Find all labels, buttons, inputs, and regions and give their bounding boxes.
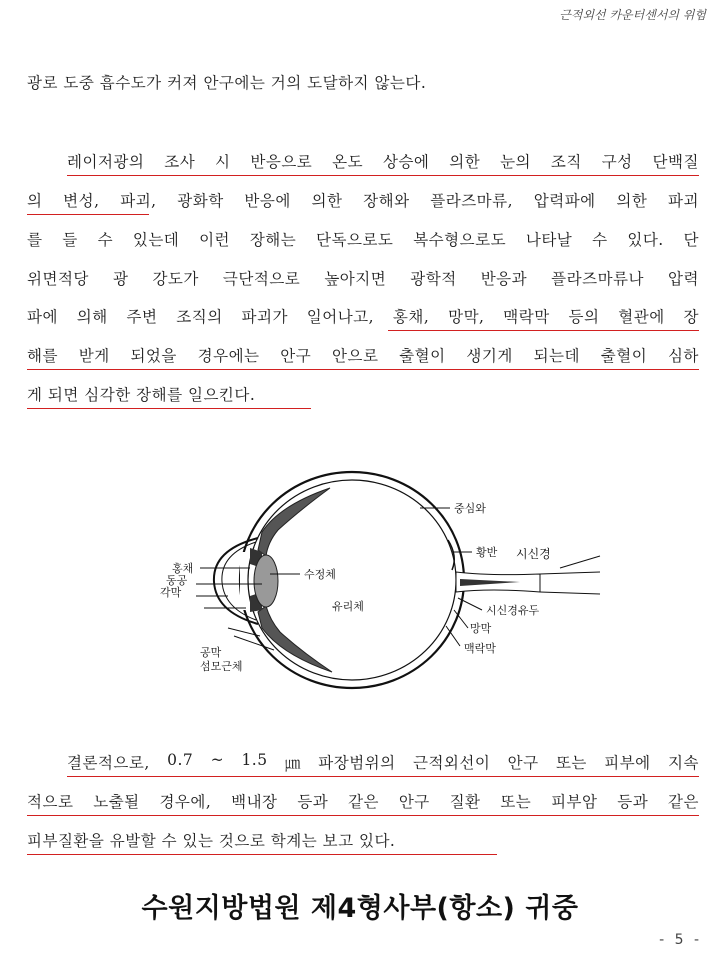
word: 등과 — [297, 793, 329, 811]
word: 장해는 — [249, 231, 297, 249]
word: 반응에 — [244, 192, 291, 210]
word: 생기게 — [466, 347, 513, 365]
label-lens: 수정체 — [304, 568, 336, 581]
label-pupil: 동공 — [166, 574, 188, 587]
word: 반응으로 — [250, 153, 313, 171]
highlight-underline — [27, 854, 497, 855]
word: 또는 — [555, 754, 587, 772]
page-header: 근적외선 카운터센서의 위험 — [559, 8, 706, 22]
highlight-underline — [27, 369, 699, 370]
word: 의한 — [311, 192, 343, 210]
word: 받게 — [78, 347, 110, 365]
word: ~ — [210, 751, 225, 769]
word: 수 — [592, 231, 608, 249]
word: 출혈이 — [600, 347, 648, 365]
word: 장해와 — [363, 192, 410, 210]
paragraph2-line — [27, 189, 699, 211]
word: 조직 — [550, 153, 582, 171]
word: 플라즈마류나 — [551, 270, 644, 288]
word: 해를 — [27, 347, 58, 365]
page-number: - 5 - — [659, 932, 702, 948]
word: 상승에 — [382, 153, 430, 171]
word: 질환 — [449, 793, 481, 811]
word: 적으로 — [27, 793, 74, 811]
word: 근적외선이 — [412, 754, 491, 772]
word: 지속 — [667, 754, 699, 772]
word: 구성 — [601, 153, 633, 171]
highlight-underline — [67, 175, 699, 176]
optic-nerve-line — [540, 572, 600, 574]
word: 같은 — [348, 793, 380, 811]
paragraph2-line — [67, 150, 699, 172]
word: 높아지면 — [324, 270, 387, 288]
word: 레이저광의 — [67, 153, 145, 171]
eye-diagram — [0, 460, 720, 700]
word: 파괴, — [120, 192, 157, 210]
word: 압력 — [668, 270, 699, 288]
word: 광 — [112, 270, 129, 288]
word: 일어나고, — [306, 308, 375, 326]
word: 파괴가 — [241, 308, 288, 326]
paragraph3-line — [67, 751, 699, 773]
word: 극단적으로 — [222, 270, 301, 288]
word: 피부암 — [551, 793, 598, 811]
lens — [254, 555, 278, 607]
word: 이런 — [199, 231, 231, 249]
word: 1.5 — [241, 751, 268, 769]
highlight-underline — [388, 330, 699, 331]
highlight-underline — [27, 815, 699, 816]
label-sclera: 공막 — [200, 646, 222, 659]
word: 0.7 — [167, 751, 194, 769]
highlight-underline — [67, 776, 699, 777]
line-text: 피부질환을 유발할 수 있는 것으로 학계는 보고 있다. — [27, 832, 396, 850]
word: 있다. — [627, 231, 664, 249]
ciliary-upper — [258, 488, 330, 556]
word: 있는데 — [132, 231, 180, 249]
word: 위면적당 — [27, 270, 89, 288]
label-macula: 황반 — [476, 546, 498, 559]
word: 장 — [683, 308, 699, 326]
word: 망막, — [448, 308, 485, 326]
word: 되었을 — [130, 347, 177, 365]
word: 결론적으로, — [67, 754, 150, 772]
word: 파장범위의 — [318, 754, 396, 772]
word: 플라즈마류, — [430, 192, 514, 210]
word: 피부에 — [604, 754, 651, 772]
word: 의한 — [449, 153, 481, 171]
word: 안으로 — [332, 347, 379, 365]
highlight-underline — [27, 408, 311, 409]
word: 경우에, — [159, 793, 212, 811]
label-choroid: 맥락막 — [464, 642, 496, 655]
word: 혈관에 — [618, 308, 665, 326]
word: 주변 — [126, 308, 158, 326]
line-text: 게 되면 심각한 장해를 일으킨다. — [27, 386, 256, 404]
word: 단백질 — [652, 153, 699, 171]
highlight-underline — [27, 214, 149, 215]
word: 온도 — [332, 153, 364, 171]
word: 되는데 — [533, 347, 580, 365]
word: ㎛ — [284, 754, 301, 772]
word: 조사 — [164, 153, 196, 171]
word: 홍채, — [392, 308, 430, 326]
retina-inner — [248, 480, 456, 680]
word: 압력파에 — [533, 192, 596, 210]
word: 단 — [683, 231, 699, 249]
word: 를 — [27, 231, 43, 249]
word: 변성, — [63, 192, 100, 210]
word: 또는 — [500, 793, 532, 811]
word: 단독으로도 — [316, 231, 394, 249]
word: 파괴 — [667, 192, 699, 210]
label-retina: 망막 — [470, 622, 492, 635]
court-addressee: 수원지방법원 제4형사부(항소) 귀중 — [141, 893, 579, 924]
label-optic-disc: 시신경유두 — [486, 604, 540, 617]
word: 반응과 — [480, 270, 528, 288]
word: 의 — [27, 192, 43, 210]
word: 복수형으로도 — [413, 231, 507, 249]
label-cornea: 각막 — [160, 586, 182, 599]
word: 수 — [97, 231, 114, 249]
optic-nerve-line — [540, 592, 600, 594]
paragraph2-line — [27, 383, 699, 405]
word: 나타날 — [525, 231, 573, 249]
paragraph3-line — [27, 790, 699, 812]
word: 백내장 — [231, 793, 278, 811]
word: 들 — [62, 231, 78, 249]
word: 조직의 — [176, 308, 223, 326]
label-ciliary-body: 섬모근체 — [200, 660, 243, 673]
paragraph2-line — [27, 305, 699, 327]
label-optic-nerve: 시신경 — [516, 547, 551, 561]
word: 눈의 — [500, 153, 532, 171]
cornea-cutout — [240, 552, 246, 610]
word: 안구 — [507, 754, 539, 772]
word: 광화학 — [177, 192, 224, 210]
word: 맥락막 — [503, 308, 550, 326]
word: 의해 — [76, 308, 108, 326]
paragraph2-line — [27, 228, 699, 250]
word: 경우에는 — [197, 347, 260, 365]
paragraph1-line: 광로 도중 흡수도가 커져 안구에는 거의 도달하지 않는다. — [27, 74, 427, 92]
paragraph2-line — [27, 267, 699, 289]
word: 안구 — [280, 347, 312, 365]
word: 파에 — [27, 308, 58, 326]
paragraph2-line — [27, 344, 699, 366]
label-central-fovea: 중심와 — [454, 502, 486, 515]
word: 광학적 — [410, 270, 457, 288]
label-vitreous: 유리체 — [332, 600, 364, 613]
word: 시 — [215, 153, 231, 171]
word: 심하 — [667, 347, 699, 365]
paragraph3-line — [27, 829, 699, 851]
word: 의한 — [616, 192, 648, 210]
word: 안구 — [398, 793, 430, 811]
word: 같은 — [668, 793, 699, 811]
word: 강도가 — [152, 270, 199, 288]
word: 출혈이 — [399, 347, 446, 365]
word: 등의 — [568, 308, 600, 326]
word: 노출될 — [93, 793, 140, 811]
label-iris: 홍채 — [172, 562, 194, 575]
ciliary-lower — [258, 606, 332, 672]
word: 등과 — [617, 793, 649, 811]
